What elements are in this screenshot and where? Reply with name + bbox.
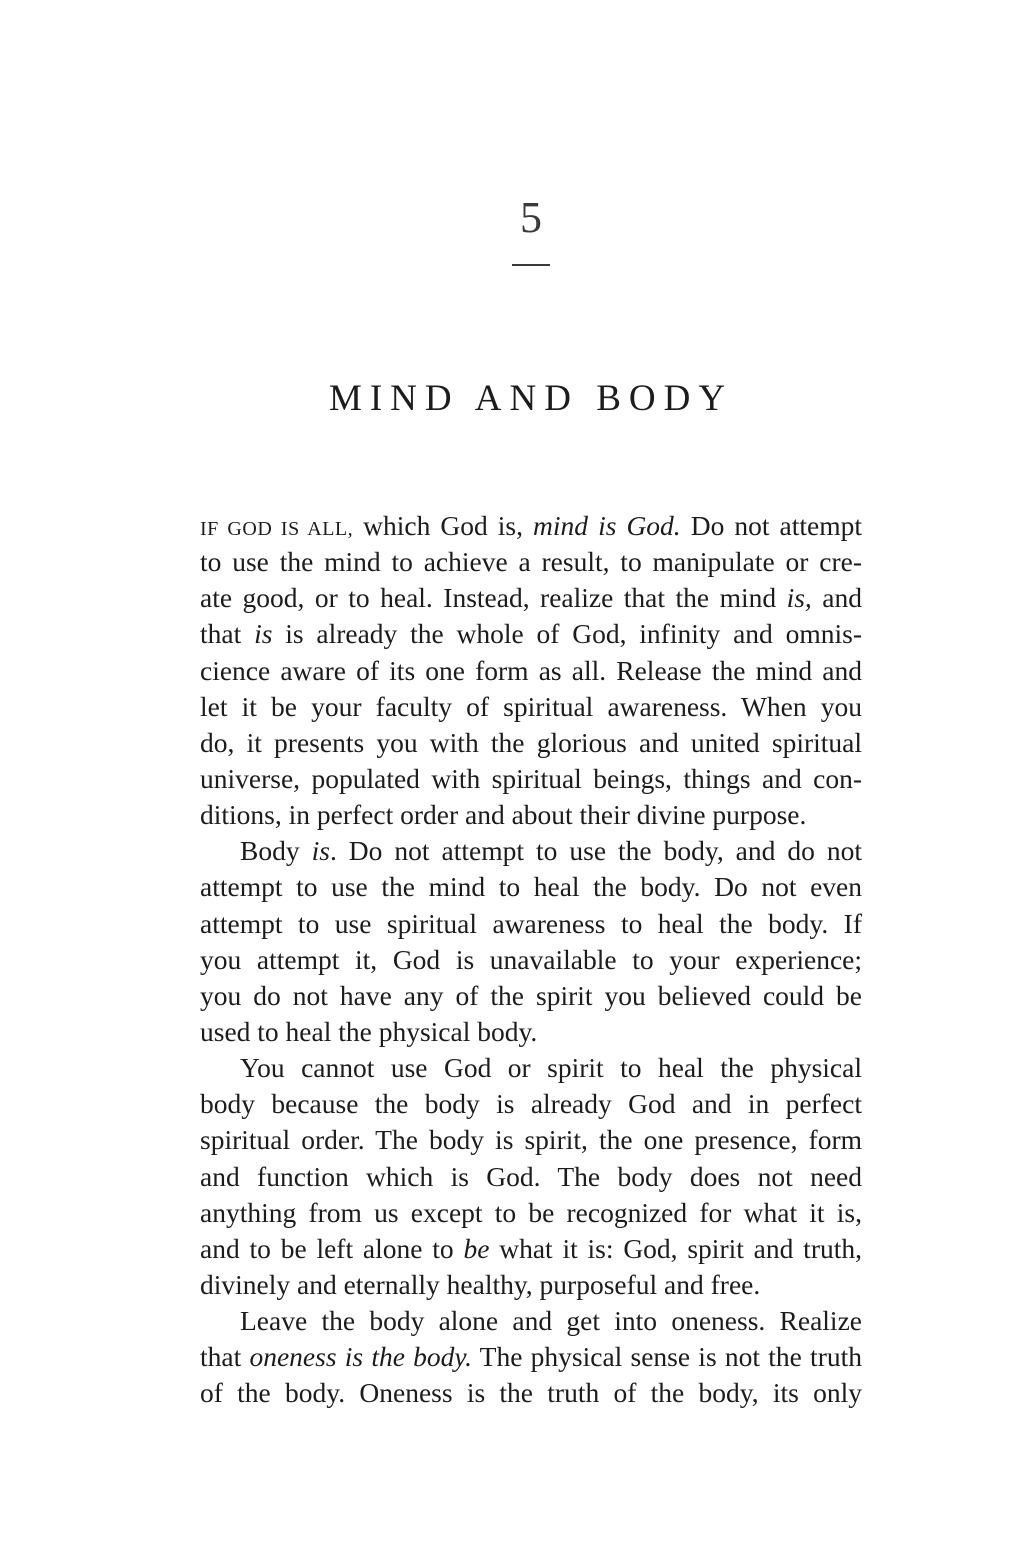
text-run: . Do not attempt to use the body, and do not — [329, 835, 863, 867]
text-run: and — [811, 582, 862, 614]
text-run: you do not have any of the spirit you believed could be — [200, 979, 862, 1011]
text-line — [200, 1231, 862, 1267]
text-line — [200, 1195, 862, 1231]
small-caps-text: IF GOD IS ALL, — [200, 518, 354, 540]
text-run: The physical sense is not the truth — [471, 1341, 862, 1373]
text-run: used to heal the physical body. — [200, 1015, 538, 1047]
text-line — [200, 906, 862, 942]
text-run: Body — [240, 835, 312, 867]
text-line — [200, 508, 862, 544]
text-run: ate good, or to heal. Instead, realize that the mind — [200, 582, 787, 614]
text-run: anything from us except to be recognized for what it is, — [200, 1196, 862, 1228]
text-line — [200, 1014, 862, 1050]
paragraph — [200, 833, 862, 1050]
text-run: that — [200, 618, 255, 650]
paragraph — [200, 1050, 862, 1303]
text-run: that — [200, 1341, 250, 1373]
text-run: cience aware of its one form as all. Release the mind and — [200, 654, 862, 686]
text-run: Leave the body alone and get into oneness. Realize — [240, 1305, 862, 1337]
text-run: divinely and eternally healthy, purposeful and free. — [200, 1268, 761, 1300]
text-line — [200, 761, 862, 797]
text-line — [200, 689, 862, 725]
text-line — [200, 616, 862, 652]
paragraph — [200, 1303, 862, 1411]
text-run: do, it presents you with the glorious and united spiritual — [200, 726, 862, 758]
text-run: spiritual order. The body is spirit, the one presence, form — [200, 1124, 862, 1156]
text-line — [200, 797, 862, 833]
chapter-divider — [512, 264, 550, 266]
text-run: attempt to use spiritual awareness to heal the body. If — [200, 907, 862, 939]
italic-text: be — [463, 1232, 490, 1264]
text-line — [200, 942, 862, 978]
text-run: and to be left alone to — [200, 1232, 464, 1264]
text-line — [200, 1267, 862, 1303]
chapter-number: 5 — [520, 193, 542, 242]
italic-text: is — [311, 835, 330, 867]
text-line — [200, 1159, 862, 1195]
text-run: you attempt it, God is unavailable to your experience; — [200, 943, 862, 975]
italic-text: mind is God. — [533, 510, 681, 541]
text-run: to use the mind to achieve a result, to manipulate or cre- — [200, 546, 862, 578]
text-line — [200, 653, 862, 689]
italic-text: is, — [786, 582, 812, 614]
text-run: attempt to use the mind to heal the body. Do not even — [200, 871, 862, 903]
text-line — [200, 725, 862, 761]
italic-text: oneness is the body. — [249, 1341, 472, 1373]
text-line — [200, 580, 862, 616]
text-line — [200, 978, 862, 1014]
text-line — [200, 869, 862, 905]
text-line — [200, 1050, 862, 1086]
text-run: and function which is God. The body does not need — [200, 1160, 862, 1192]
text-run: Do not attempt — [680, 510, 862, 541]
paragraph — [200, 508, 862, 833]
text-line — [200, 1086, 862, 1122]
chapter-body-text — [200, 508, 862, 1412]
text-line — [200, 833, 862, 869]
text-run: what it is: God, spirit and truth, — [489, 1232, 862, 1264]
text-line — [200, 1375, 862, 1411]
text-line — [200, 1339, 862, 1375]
text-line — [200, 1303, 862, 1339]
text-run: of the body. Oneness is the truth of the body, its only — [200, 1377, 862, 1409]
text-run: which God is, — [353, 510, 534, 541]
text-run: is already the whole of God, infinity and omnis- — [272, 618, 862, 650]
text-run: body because the body is already God and in perfect — [200, 1088, 862, 1120]
chapter-title: MIND AND BODY — [328, 378, 734, 419]
text-run: You cannot use God or spirit to heal the physical — [240, 1052, 862, 1084]
text-run: universe, populated with spiritual beings, things and con- — [200, 762, 862, 794]
text-run: let it be your faculty of spiritual awareness. When you — [200, 690, 862, 722]
text-run: ditions, in perfect order and about their divine purpose. — [200, 799, 807, 831]
text-line — [200, 1122, 862, 1158]
text-line — [200, 544, 862, 580]
italic-text: is — [254, 618, 273, 650]
